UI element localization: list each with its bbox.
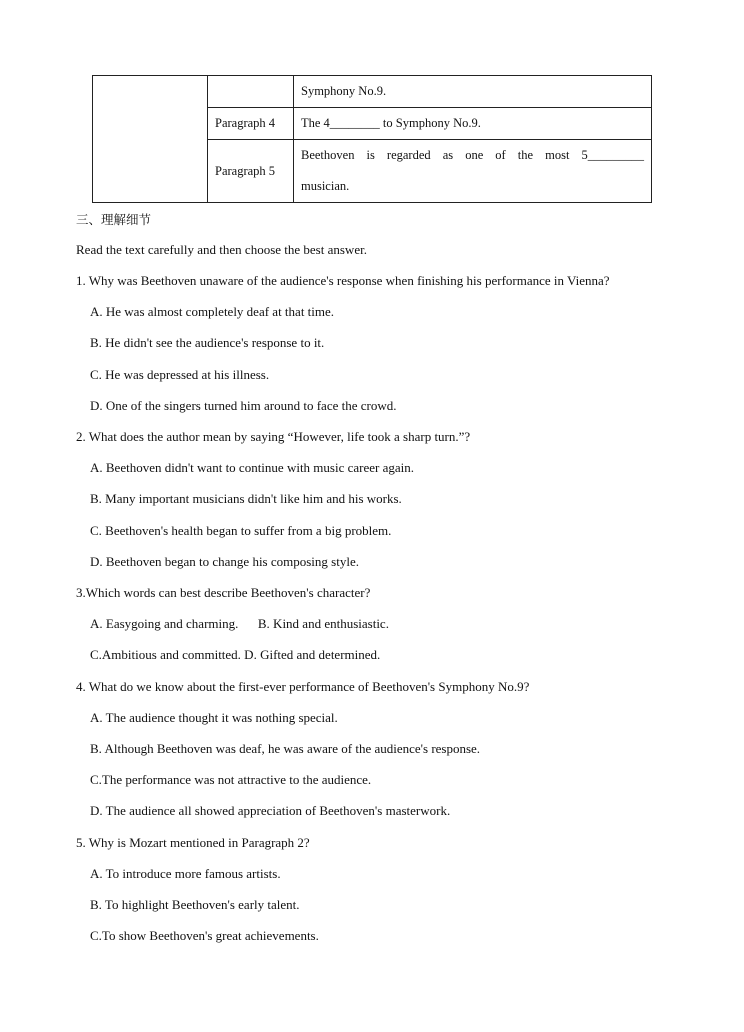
option: C.To show Beethoven's great achievements. (90, 928, 319, 943)
table-cell-text-line: musician. (301, 179, 350, 193)
option: A. The audience thought it was nothing special. (90, 710, 338, 725)
table-cell-text-line: Beethoven is regarded as one of the most 5_________ (301, 148, 644, 162)
summary-table (92, 75, 652, 203)
section-title: 三、理解细节 (76, 212, 152, 227)
question-1: 1. Why was Beethoven unaware of the audience's response when finishing his performance in Vienna? (76, 273, 610, 288)
question-5: 5. Why is Mozart mentioned in Paragraph 2? (76, 835, 310, 850)
option: D. The audience all showed appreciation of Beethoven's masterwork. (90, 803, 451, 818)
option: D. Beethoven began to change his composing style. (90, 554, 359, 569)
option: A. He was almost completely deaf at that time. (90, 304, 335, 319)
option: B. He didn't see the audience's response to it. (90, 335, 325, 350)
option: D. One of the singers turned him around to face the crowd. (90, 398, 397, 413)
question-4: 4. What do we know about the first-ever performance of Beethoven's Symphony No.9? (76, 679, 530, 694)
table-cell-text: The 4________ to Symphony No.9. (294, 108, 652, 140)
option: A. To introduce more famous artists. (90, 866, 281, 881)
table-cell-label: Paragraph 4 (208, 108, 294, 140)
option: C.Ambitious and committed. D. Gifted and determined. (90, 647, 381, 662)
option: C. He was depressed at his illness. (90, 367, 270, 382)
table-cell-text: Symphony No.9. (294, 76, 652, 108)
table-cell-text (294, 140, 652, 203)
option: C.The performance was not attractive to the audience. (90, 772, 372, 787)
option: A. Easygoing and charming. B. Kind and enthusiastic. (90, 616, 389, 631)
table-cell-empty (93, 76, 208, 203)
instruction: Read the text carefully and then choose the best answer. (76, 242, 367, 257)
table-cell-label (208, 76, 294, 108)
option: B. Although Beethoven was deaf, he was aware of the audience's response. (90, 741, 481, 756)
option: C. Beethoven's health began to suffer from a big problem. (90, 523, 392, 538)
question-3: 3.Which words can best describe Beethoven's character? (76, 585, 371, 600)
table-row (93, 76, 652, 108)
option: A. Beethoven didn't want to continue with music career again. (90, 460, 414, 475)
table-cell-label: Paragraph 5 (208, 140, 294, 203)
question-2: 2. What does the author mean by saying “However, life took a sharp turn.”? (76, 429, 471, 444)
option: B. Many important musicians didn't like him and his works. (90, 491, 402, 506)
option: B. To highlight Beethoven's early talent. (90, 897, 300, 912)
